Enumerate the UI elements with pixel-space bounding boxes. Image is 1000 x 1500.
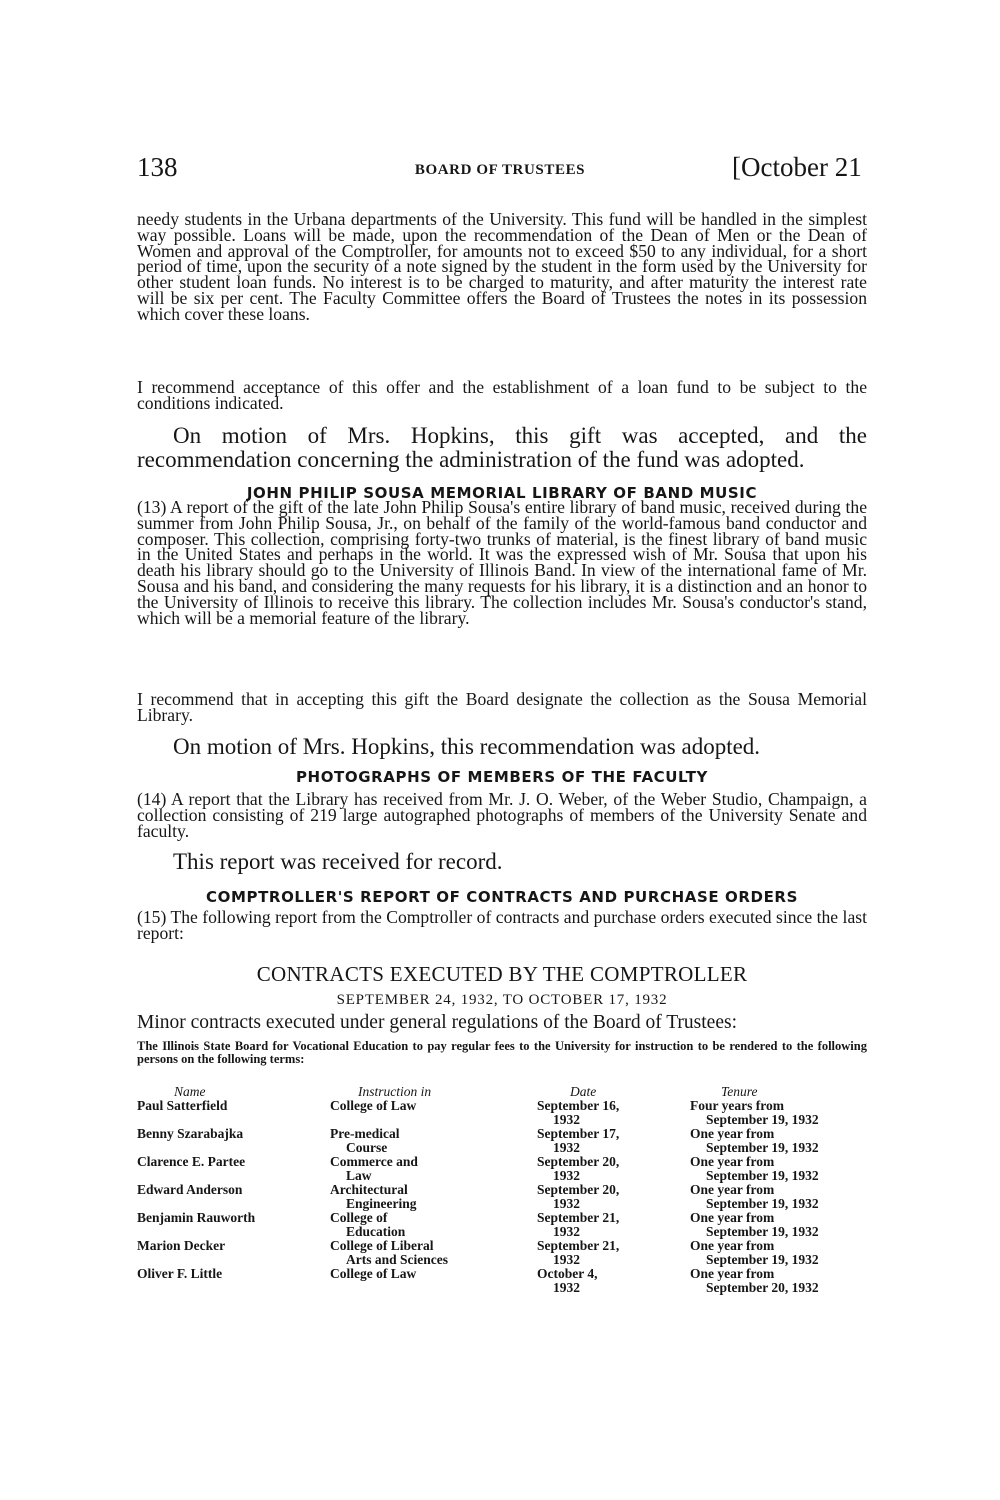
contract-tenure-continued: September 19, 1932 [706,1168,819,1183]
contract-date: September 16, [537,1098,620,1113]
column-header-instruction: Instruction in [358,1084,432,1099]
column-header-tenure: Tenure [721,1084,758,1099]
contract-tenure: One year from [690,1238,775,1253]
sousa-paragraph: (13) A report of the gift of the late John Philip Sousa's entire library of band music, received during the summer from John Philip Sousa, Jr., on behalf of the family of the world-famous band conductor and composer. This collection, comprising forty-two trunks of material, is the finest library of band music in the United States and perhaps in the world. It was the expressed wish of Mr. Sousa that upon his death his library should go to the University of Illinois Band. In view of the international fame of Mr. Sousa and his band, and considering the many requests for his library, it is a distinction and an honor to the University of Illinois to receive this library. The collection includes Mr. Sousa's conductor's stand, which will be a memorial feature of the library. [137,497,867,628]
comptroller-paragraph: (15) The following report from the Comptroller of contracts and purchase orders executed since the last report: [137,907,867,943]
contract-instruction: College of Law [330,1098,417,1113]
contract-name: Oliver F. Little [137,1266,223,1281]
comptroller-heading: COMPTROLLER'S REPORT OF CONTRACTS AND PURCHASE ORDERS [206,888,798,906]
contract-tenure: One year from [690,1126,775,1141]
contracts-period: SEPTEMBER 24, 1932, TO OCTOBER 17, 1932 [336,992,668,1008]
contract-date-continued: 1932 [553,1168,580,1183]
contract-date: September 21, [537,1238,620,1253]
contract-tenure: One year from [690,1182,775,1197]
contracts-title: CONTRACTS EXECUTED BY THE COMPTROLLER [256,962,748,986]
contract-name: Edward Anderson [137,1182,243,1197]
contract-date-continued: 1932 [553,1112,580,1127]
contract-date-continued: 1932 [553,1252,580,1267]
contract-date: September 17, [537,1126,620,1141]
contract-instruction: Commerce and [330,1154,418,1169]
contract-instruction: Pre-medical [330,1126,400,1141]
intro-recommendation: I recommend acceptance of this offer and the establishment of a loan fund to be subject to the conditions indicated. [137,377,867,413]
photographs-heading: PHOTOGRAPHS OF MEMBERS OF THE FACULTY [295,768,709,786]
contract-instruction: Architectural [330,1182,408,1197]
sousa-motion: On motion of Mrs. Hopkins, this recommendation was adopted. [173,734,761,759]
contract-name: Clarence E. Partee [137,1154,246,1169]
contract-date-continued: 1932 [553,1196,580,1211]
contract-date-continued: 1932 [553,1224,580,1239]
contract-instruction-continued: Law [346,1168,372,1183]
contract-instruction: College of [330,1210,388,1225]
contract-tenure: One year from [690,1266,775,1281]
contract-tenure: One year from [690,1210,775,1225]
contract-tenure: Four years from [690,1098,784,1113]
sousa-recommendation: I recommend that in accepting this gift the Board designate the collection as the Sousa Memorial Library. [137,689,867,725]
column-header-date: Date [570,1084,597,1099]
contract-date: October 4, [537,1266,598,1281]
header-date: [October 21 [732,152,862,182]
contract-instruction-continued: Engineering [346,1196,417,1211]
contract-date: September 20, [537,1154,620,1169]
contract-tenure-continued: September 19, 1932 [706,1196,819,1211]
contract-tenure-continued: September 19, 1932 [706,1112,819,1127]
contract-date: September 20, [537,1182,620,1197]
contract-instruction-continued: Arts and Sciences [346,1252,448,1267]
contract-name: Benjamin Rauworth [137,1210,256,1225]
contract-tenure-continued: September 19, 1932 [706,1224,819,1239]
photographs-paragraph: (14) A report that the Library has received from Mr. J. O. Weber, of the Weber Studio, Champaign, a collection consisting of 219 large autographed photographs of members of the University Senate and faculty. [137,789,867,841]
contract-date-continued: 1932 [553,1140,580,1155]
contract-tenure-continued: September 19, 1932 [706,1140,819,1155]
contract-name: Benny Szarabajka [137,1126,244,1141]
contract-name: Paul Satterfield [137,1098,228,1113]
column-header-name: Name [174,1084,206,1099]
contract-tenure: One year from [690,1154,775,1169]
contract-date: September 21, [537,1210,620,1225]
photographs-motion: This report was received for record. [173,849,503,874]
sousa-heading: JOHN PHILIP SOUSA MEMORIAL LIBRARY OF BAND MUSIC [246,484,758,502]
contract-name: Marion Decker [137,1238,226,1253]
contract-date-continued: 1932 [553,1280,580,1295]
contract-instruction: College of Law [330,1266,417,1281]
running-title: BOARD OF TRUSTEES [414,162,586,178]
contract-instruction: College of Liberal [330,1238,434,1253]
vocational-note: The Illinois State Board for Vocational Education to pay regular fees to the University for instruction to be rendered to the following persons on the following terms: [137,1039,867,1066]
contract-instruction-continued: Course [346,1140,388,1155]
page-number: 138 [137,152,178,182]
minor-contracts-line: Minor contracts executed under general regulations of the Board of Trustees: [137,1012,737,1033]
intro-paragraph: needy students in the Urbana departments of the University. This fund will be handled in the simplest way possible. Loans will be made, upon the recommendation of the Dean of Men or the Dean of Women and approval of the Comptroller, for amounts not to exceed $50 to any individual, for a short period of time, upon the security of a note signed by the student in the form used by the University for other student loan funds. No interest is to be charged to maturity, and after maturity the interest rate will be six per cent. The Faculty Committee offers the Board of Trustees the notes in its possession which cover these loans. [137,209,867,324]
contract-tenure-continued: September 20, 1932 [706,1280,819,1295]
contract-instruction-continued: Education [346,1224,406,1239]
intro-motion: On motion of Mrs. Hopkins, this gift was accepted, and the recommendation concerning the administration of the fund was adopted. [137,423,867,472]
contract-tenure-continued: September 19, 1932 [706,1252,819,1267]
